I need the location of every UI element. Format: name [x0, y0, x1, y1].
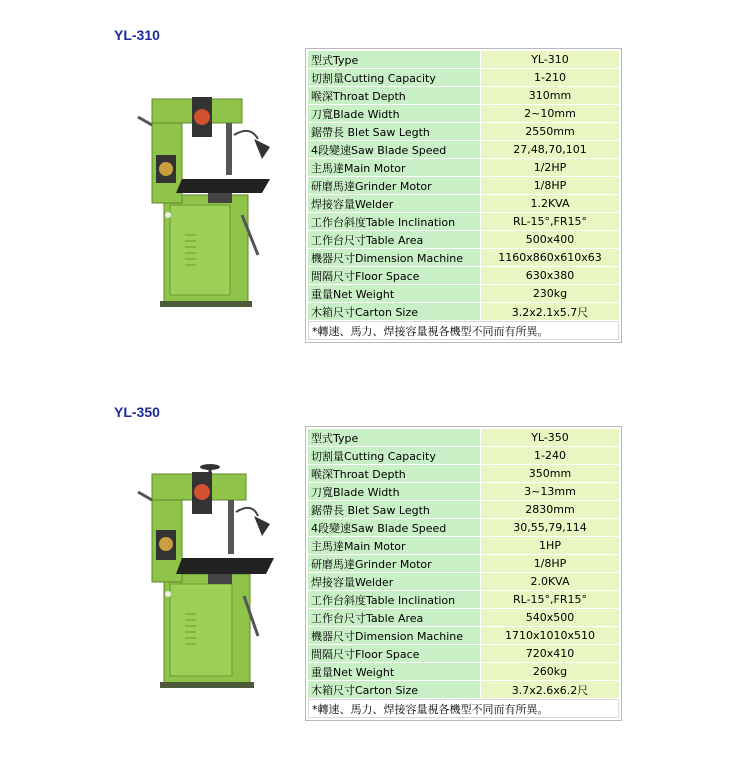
spec-value: 1/8HP: [481, 177, 619, 194]
spec-label: 型式Type: [308, 51, 480, 68]
model-title-yl350: YL-350: [114, 404, 160, 420]
spec-value: 1/8HP: [481, 555, 619, 572]
table-row: [308, 663, 619, 680]
model-title-yl310: YL-310: [114, 27, 160, 43]
table-row: [308, 141, 619, 158]
spec-value: 2.0KVA: [481, 573, 619, 590]
spec-label: 木箱尺寸Carton Size: [308, 303, 480, 320]
table-row: [308, 69, 619, 86]
spec-note: *轉速、馬力、焊接容量視各機型不同而有所異。: [308, 321, 619, 340]
spec-value: 1-210: [481, 69, 619, 86]
spec-value: 1.2KVA: [481, 195, 619, 212]
spec-label: 工作台尺寸Table Area: [308, 231, 480, 248]
spec-label: 焊接容量Welder: [308, 573, 480, 590]
note-row: [308, 321, 619, 340]
spec-value: 2~10mm: [481, 105, 619, 122]
spec-label: 工作台斜度Table Inclination: [308, 591, 480, 608]
spec-label: 喉深Throat Depth: [308, 465, 480, 482]
table-row: [308, 555, 619, 572]
band-saw-machine-image-yl310: [130, 95, 278, 310]
spec-label: 間隔尺寸Floor Space: [308, 267, 480, 284]
table-row: [308, 303, 619, 320]
spec-label: 研磨馬達Grinder Motor: [308, 177, 480, 194]
table-row: [308, 105, 619, 122]
table-row: [308, 123, 619, 140]
spec-note: *轉速、馬力、焊接容量視各機型不同而有所異。: [308, 699, 619, 718]
table-row: [308, 231, 619, 248]
spec-label: 主馬達Main Motor: [308, 537, 480, 554]
spec-value: YL-310: [481, 51, 619, 68]
spec-label: 鋸帶長 Blet Saw Legth: [308, 123, 480, 140]
table-row: [308, 285, 619, 302]
table-row: [308, 447, 619, 464]
spec-label: 機器尺寸Dimension Machine: [308, 249, 480, 266]
table-row: [308, 537, 619, 554]
table-row: [308, 609, 619, 626]
spec-label: 工作台尺寸Table Area: [308, 609, 480, 626]
spec-label: 刀寬Blade Width: [308, 483, 480, 500]
table-row: [308, 249, 619, 266]
table-row: [308, 645, 619, 662]
spec-value: RL-15°,FR15°: [481, 213, 619, 230]
spec-label: 刀寬Blade Width: [308, 105, 480, 122]
spec-label: 4段變速Saw Blade Speed: [308, 519, 480, 536]
table-row: [308, 51, 619, 68]
spec-label: 重量Net Weight: [308, 663, 480, 680]
spec-label: 工作台斜度Table Inclination: [308, 213, 480, 230]
table-row: [308, 195, 619, 212]
spec-value: 630x380: [481, 267, 619, 284]
table-row: [308, 501, 619, 518]
note-row: [308, 699, 619, 718]
spec-label: 4段變速Saw Blade Speed: [308, 141, 480, 158]
spec-value: 720x410: [481, 645, 619, 662]
band-saw-machine-image-yl350: [130, 464, 278, 694]
spec-value: 2550mm: [481, 123, 619, 140]
table-row: [308, 573, 619, 590]
spec-label: 鋸帶長 Blet Saw Legth: [308, 501, 480, 518]
spec-label: 型式Type: [308, 429, 480, 446]
spec-table-yl350: [305, 426, 622, 721]
spec-value: 1HP: [481, 537, 619, 554]
spec-value: 1710x1010x510: [481, 627, 619, 644]
spec-value: 2830mm: [481, 501, 619, 518]
table-row: [308, 267, 619, 284]
spec-value: 500x400: [481, 231, 619, 248]
table-row: [308, 159, 619, 176]
spec-label: 喉深Throat Depth: [308, 87, 480, 104]
spec-label: 木箱尺寸Carton Size: [308, 681, 480, 698]
spec-value: 310mm: [481, 87, 619, 104]
spec-value: 1/2HP: [481, 159, 619, 176]
spec-value: RL-15°,FR15°: [481, 591, 619, 608]
table-row: [308, 213, 619, 230]
spec-value: YL-350: [481, 429, 619, 446]
spec-value: 1-240: [481, 447, 619, 464]
spec-label: 重量Net Weight: [308, 285, 480, 302]
spec-value: 540x500: [481, 609, 619, 626]
spec-label: 間隔尺寸Floor Space: [308, 645, 480, 662]
spec-value: 230kg: [481, 285, 619, 302]
spec-label: 主馬達Main Motor: [308, 159, 480, 176]
table-row: [308, 87, 619, 104]
table-row: [308, 483, 619, 500]
spec-value: 3.2x2.1x5.7尺: [481, 303, 619, 320]
table-row: [308, 591, 619, 608]
spec-label: 切割量Cutting Capacity: [308, 447, 480, 464]
table-row: [308, 681, 619, 698]
spec-value: 1160x860x610x63: [481, 249, 619, 266]
spec-label: 焊接容量Welder: [308, 195, 480, 212]
spec-label: 機器尺寸Dimension Machine: [308, 627, 480, 644]
spec-label: 研磨馬達Grinder Motor: [308, 555, 480, 572]
table-row: [308, 465, 619, 482]
spec-table-yl310: [305, 48, 622, 343]
table-row: [308, 519, 619, 536]
spec-value: 3.7x2.6x6.2尺: [481, 681, 619, 698]
spec-value: 260kg: [481, 663, 619, 680]
spec-value: 3~13mm: [481, 483, 619, 500]
spec-value: 350mm: [481, 465, 619, 482]
table-row: [308, 177, 619, 194]
table-row: [308, 627, 619, 644]
spec-value: 27,48,70,101: [481, 141, 619, 158]
spec-label: 切割量Cutting Capacity: [308, 69, 480, 86]
table-row: [308, 429, 619, 446]
spec-value: 30,55,79,114: [481, 519, 619, 536]
